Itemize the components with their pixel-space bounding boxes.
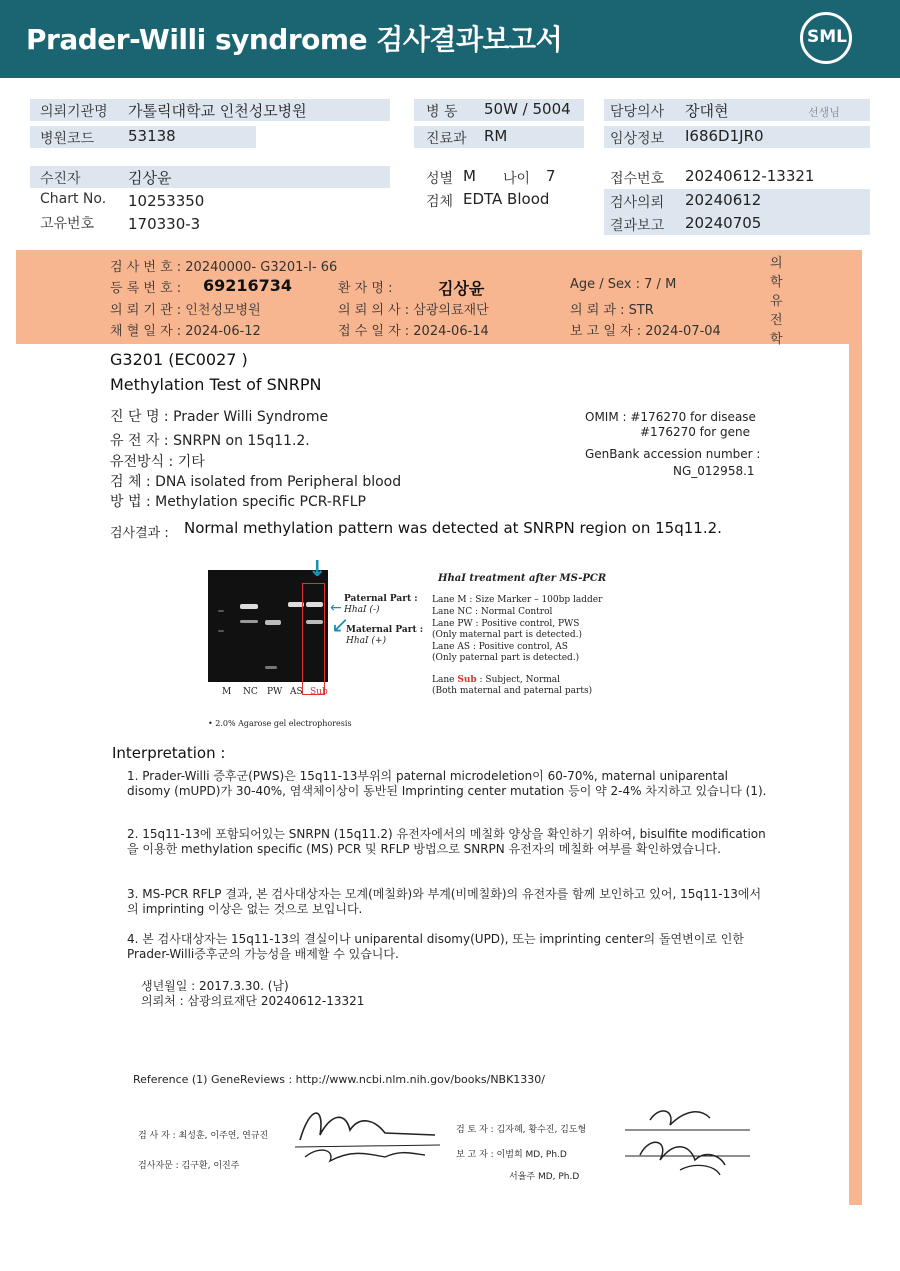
arrow-down-icon: ↓ [308, 557, 327, 582]
arrow-left-icon: ← [330, 600, 342, 616]
clin-value: I686D1JR0 [685, 127, 764, 145]
examiner: 검 사 자 : 최성훈, 이주연, 연규진 [138, 1131, 269, 1141]
specimen-value: EDTA Blood [463, 190, 550, 208]
signature-examiner-icon [290, 1095, 450, 1170]
age-value: 7 [546, 167, 556, 185]
inst-value: 가톨릭대학교 인천성모병원 [128, 102, 307, 120]
lane-pw: PW [267, 687, 283, 697]
specimen-label: 검체 [426, 194, 454, 210]
ward-label: 병 동 [426, 104, 458, 120]
interp-4: 4. 본 검사대상자는 15q11-13의 결실이나 uniparental disomy(UPD), 또는 imprinting center의 돌연변이로 인한 Prader-Willi증후군의 가능성을 배제할 수 있습니다. [127, 932, 744, 961]
result-label: 결과보고 [610, 218, 665, 234]
exam-no: 검 사 번 호 : 20240000- G3201-I- 66 [110, 260, 338, 275]
result-label-ko: 검사결과 : [110, 526, 169, 541]
patient-box [30, 166, 390, 188]
subject-lane-box [302, 583, 325, 695]
hcode-value: 53138 [128, 127, 176, 145]
age-label: 나이 [503, 171, 531, 187]
patient-label: 수진자 [40, 171, 81, 187]
legend-line-5: Lane AS : Positive control, AS [432, 642, 568, 652]
legend-sub-line: Lane Sub : Subject, Normal [432, 675, 561, 685]
signature-reviewer-icon [620, 1100, 760, 1185]
interp-1: 1. Prader-Willi 증후군(PWS)은 15q11-13부위의 paternal microdeletion이 60-70%, maternal uniparental disomy (mUPD)가 30-40%, 염색체이상이 동반된 Imprinting center mutation 등이 약 2-4% 차지하고 있습니다 (1). [127, 769, 767, 798]
lane-as: AS [290, 687, 303, 697]
lane-sub: Sub [310, 687, 328, 697]
genbank-no: NG_012958.1 [673, 464, 755, 478]
omim-gene: #176270 for gene [640, 425, 750, 439]
legend-line-2: Lane NC : Normal Control [432, 607, 553, 617]
legend-line-1: Lane M : Size Marker – 100bp ladder [432, 595, 603, 605]
recv-label: 접수번호 [610, 171, 665, 187]
dept-vertical: 의학유전학 [770, 256, 783, 347]
maternal-arrow-icon: ↙ [331, 613, 350, 638]
reporter: 보 고 자 : 이범희 MD, Ph.D [456, 1150, 567, 1160]
dept-label: 진료과 [426, 131, 467, 147]
omim-disease: OMIM : #176270 for disease [585, 410, 756, 424]
legend-title: HhaI treatment after MS-PCR [438, 573, 607, 584]
req-value: 20240612 [685, 191, 762, 209]
chart-value: 10253350 [128, 192, 205, 210]
test-code: G3201 (EC0027 ) [110, 350, 248, 369]
reference: Reference (1) GeneReviews : http://www.ncbi.nlm.nih.gov/books/NBK1330/ [133, 1073, 546, 1086]
page-title: Prader-Willi syndrome 검사결과보고서 [26, 23, 563, 56]
clin-label: 임상정보 [610, 131, 665, 147]
doctor-label: 담당의사 [610, 104, 665, 120]
advisor: 검사자문 : 김구환, 이진주 [138, 1161, 240, 1171]
legend-line-3: Lane PW : Positive control, PWS [432, 619, 580, 629]
reporter-2: 서율주 MD, Ph.D [509, 1172, 580, 1182]
pat-value: 김상윤 [438, 279, 485, 298]
reg-value: 69216734 [203, 276, 293, 295]
sex-value: M [463, 167, 476, 185]
interp-3: 3. MS-PCR RFLP 결과, 본 검사대상자는 모계(메칠화)와 부계(비메칠화)의 유전자를 함께 보인하고 있어, 15q11-13에서의 imprinting 이상은 없는 것으로 보입니다. [127, 887, 762, 916]
genbank-label: GenBank accession number : [585, 447, 761, 461]
inst-label: 의뢰기관명 [40, 104, 108, 120]
report-date: 보 고 일 자 : 2024-07-04 [570, 324, 721, 339]
patient-value: 김상윤 [128, 169, 172, 187]
requester: 의뢰처 : 삼광의료재단 20240612-13321 [141, 994, 365, 1008]
dept-value: RM [484, 127, 508, 145]
result-text: Normal methylation pattern was detected at SNRPN region on 15q11.2. [184, 519, 722, 537]
doctor-suffix: 선생님 [808, 106, 840, 119]
legend-sub-line-2: (Both maternal and paternal parts) [432, 686, 593, 696]
req-label: 검사의뢰 [610, 195, 665, 211]
report-inst: 의 뢰 기 관 : 인천성모병원 [110, 303, 261, 318]
maternal-label: Maternal Part : [346, 625, 424, 635]
report-right-band [849, 250, 862, 1205]
recv-value: 20240612-13321 [685, 167, 815, 185]
chart-label: Chart No. [40, 191, 107, 207]
maternal-sub: HhaI (+) [346, 636, 386, 646]
inheritance: 유전방식 : 기타 [110, 454, 205, 470]
lane-m: M [222, 687, 232, 697]
agesex: Age / Sex : 7 / M [570, 277, 677, 292]
report-dept: 의 뢰 과 : STR [570, 303, 654, 318]
paternal-sub: HhaI (-) [344, 605, 380, 615]
uid-label: 고유번호 [40, 216, 95, 232]
specimen: 검 체 : DNA isolated from Peripheral blood [110, 474, 402, 490]
legend-line-6: (Only paternal part is detected.) [432, 653, 580, 663]
gel-caption: • 2.0% Agarose gel electrophoresis [208, 719, 352, 728]
lane-nc: NC [243, 687, 258, 697]
uid-value: 170330-3 [128, 215, 201, 233]
interp-2: 2. 15q11-13에 포함되어있는 SNRPN (15q11.2) 유전자에서의 메칠화 양상을 확인하기 위하여, bisulfite modification을 이용한 methylation specific (MS) PCR 및 RFLP 방법으로 SNRPN 유전자의 메칠화 여부를 확인하였습니다. [127, 827, 766, 856]
diagnosis: 진 단 명 : Prader Willi Syndrome [110, 409, 329, 425]
reg-label: 등 록 번 호 : [110, 281, 182, 296]
receive-date: 접 수 일 자 : 2024-06-14 [338, 324, 489, 339]
report-doctor: 의 뢰 의 사 : 삼광의료재단 [338, 303, 489, 318]
paternal-label: Paternal Part : [344, 594, 418, 604]
interp-title: Interpretation : [112, 744, 226, 762]
dob: 생년월일 : 2017.3.30. (남) [141, 979, 289, 993]
method: 방 법 : Methylation specific PCR-RFLP [110, 494, 366, 510]
legend-line-4: (Only maternal part is detected.) [432, 630, 582, 640]
ward-value: 50W / 5004 [484, 100, 571, 118]
hcode-label: 병원코드 [40, 131, 95, 147]
doctor-value: 장대현 [685, 102, 729, 120]
reviewer: 검 토 자 : 김자혜, 황수진, 김도형 [456, 1125, 587, 1135]
gene: 유 전 자 : SNRPN on 15q11.2. [110, 433, 310, 449]
sex-label: 성별 [426, 171, 454, 187]
logo-text: SML [807, 27, 847, 47]
pat-label: 환 자 명 : [338, 281, 393, 296]
collect-date: 채 혈 일 자 : 2024-06-12 [110, 324, 261, 339]
test-name: Methylation Test of SNRPN [110, 375, 322, 394]
result-value: 20240705 [685, 214, 762, 232]
